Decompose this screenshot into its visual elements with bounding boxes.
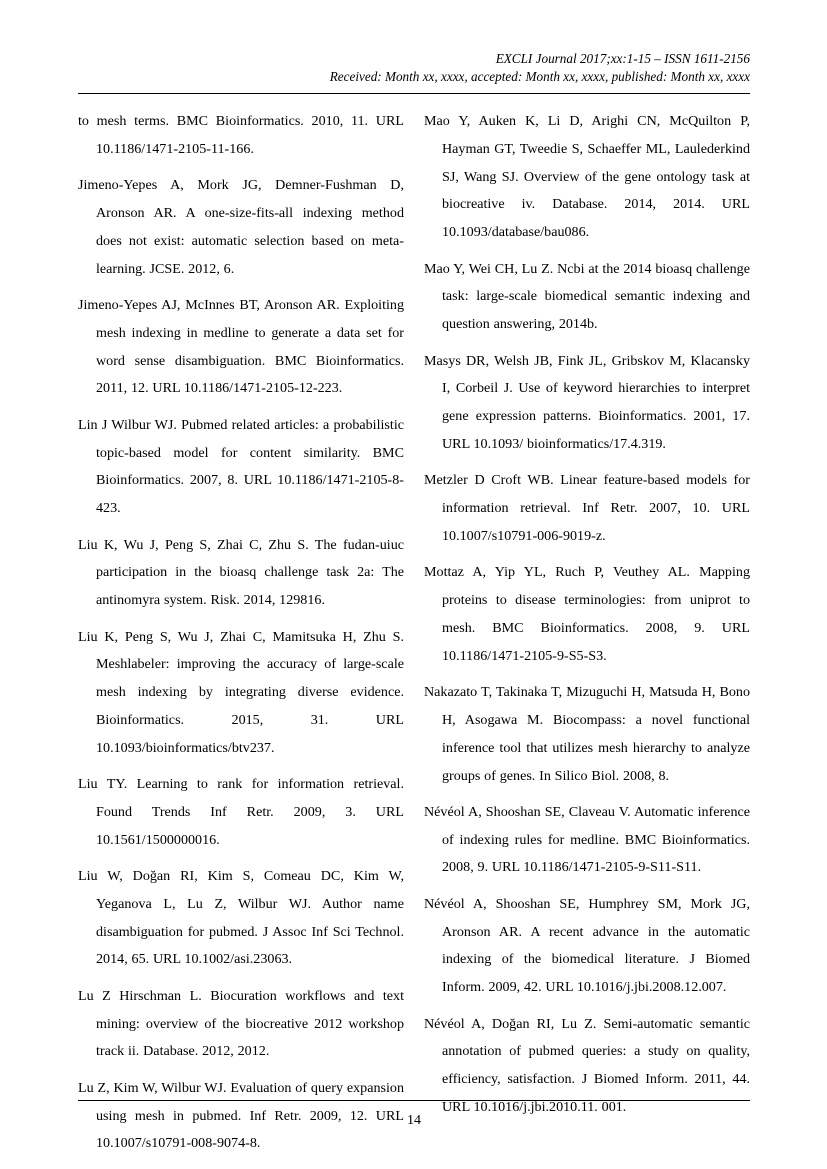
footer-rule (78, 1100, 750, 1101)
reference-entry: Liu K, Wu J, Peng S, Zhai C, Zhu S. The fudan-uiuc participation in the bioasq challenge task 2a: The antinomyra system. Risk. 2014, 129816. (78, 536, 404, 609)
right-column (424, 108, 750, 1116)
reference-entry: Jimeno-Yepes AJ, McInnes BT, Aronson AR. Exploiting mesh indexing in medline to generate a data set for word sense disambiguation. BMC Bioinformatics. 2011, 12. URL 10.1186/1471-2105-12-223. (78, 296, 404, 397)
reference-entry: Nakazato T, Takinaka T, Mizuguchi H, Matsuda H, Bono H, Asogawa M. Biocompass: a novel functional inference tool that utilizes mesh hierarchy to analyze groups of genes. In Silico Biol. 2008, 8. (424, 684, 750, 784)
reference-entry: Lu Z, Kim W, Wilbur WJ. Evaluation of query expansion using mesh in pubmed. Inf Retr. 2009, 12. URL 10.1007/s10791-008-9074-8. (78, 1079, 404, 1152)
reference-entry: Névéol A, Shooshan SE, Claveau V. Automatic inference of indexing rules for medline. BMC Bioinformatics. 2008, 9. URL 10.1186/1471-2105-9-S11-S11. (424, 803, 750, 876)
reference-entry: Liu TY. Learning to rank for information retrieval. Found Trends Inf Retr. 2009, 3. URL 10.1561/1500000016. (78, 776, 404, 848)
header-rule (78, 93, 750, 94)
reference-entry: Metzler D Croft WB. Linear feature-based models for information retrieval. Inf Retr. 2007, 10. URL 10.1007/s10791-006-9019-z. (424, 472, 750, 544)
reference-entry: Liu K, Peng S, Wu J, Zhai C, Mamitsuka H, Zhu S. Meshlabeler: improving the accuracy of large-scale mesh indexing by integrating diverse evidence. Bioinformatics. 2015, 31. URL 10.1093/bioinformatics/btv237. (78, 628, 404, 756)
reference-entry: Mao Y, Wei CH, Lu Z. Ncbi at the 2014 bioasq challenge task: large-scale biomedical semantic indexing and question answering, 2014b. (424, 260, 750, 333)
left-column (78, 108, 404, 1152)
reference-entry: Liu W, Doğan RI, Kim S, Comeau DC, Kim W, Yeganova L, Lu Z, Wilbur WJ. Author name disambiguation for pubmed. J Assoc Inf Sci Technol. 2014, 65. URL 10.1002/asi.23063. (78, 868, 404, 968)
journal-citation-line: EXCLI Journal 2017;xx:1-15 – ISSN 1611-2156 (495, 51, 750, 66)
reference-entry: to mesh terms. BMC Bioinformatics. 2010, 11. URL 10.1186/1471-2105-11-166. (78, 113, 404, 157)
reference-entry: Mottaz A, Yip YL, Ruch P, Veuthey AL. Mapping proteins to disease terminologies: from uniprot to mesh. BMC Bioinformatics. 2008, 9. URL 10.1186/1471-2105-9-S5-S3. (424, 564, 750, 664)
reference-entry: Mao Y, Auken K, Li D, Arighi CN, McQuilton P, Hayman GT, Tweedie S, Schaeffer ML, Laulederkind SJ, Wang SJ. Overview of the gene ontology task at biocreative iv. Database. 2014, 2014. URL 10.1093/database/bau086. (424, 113, 750, 241)
reference-entry: Jimeno-Yepes A, Mork JG, Demner-Fushman D, Aronson AR. A one-size-fits-all indexing method does not exist: automatic selection based on meta-learning. JCSE. 2012, 6. (78, 177, 404, 277)
reference-entry: Lin J Wilbur WJ. Pubmed related articles: a probabilistic topic-based model for content similarity. BMC Bioinformatics. 2007, 8. URL 10.1186/1471-2105-8-423. (78, 416, 404, 517)
received-accepted-published-line: Received: Month xx, xxxx, accepted: Month xx, xxxx, published: Month xx, xxxx (329, 69, 750, 84)
reference-entry: Masys DR, Welsh JB, Fink JL, Gribskov M, Klacansky I, Corbeil J. Use of keyword hierarchies to interpret gene expression patterns. Bioinformatics. 2001, 17. URL 10.1093/ bioinformatics/17.4.319. (424, 352, 750, 452)
reference-entry: Névéol A, Shooshan SE, Humphrey SM, Mork JG, Aronson AR. A recent advance in the automatic indexing of the biomedical literature. J Biomed Inform. 2009, 42. URL 10.1016/j.jbi.2008.12.007. (424, 895, 750, 996)
running-head (78, 50, 750, 86)
reference-entry: Lu Z Hirschman L. Biocuration workflows and text mining: overview of the biocreative 2012 workshop track ii. Database. 2012, 2012. (78, 987, 404, 1060)
reference-columns (78, 108, 750, 1152)
page-number: 14 (406, 1112, 422, 1128)
reference-entry: Névéol A, Doğan RI, Lu Z. Semi-automatic semantic annotation of pubmed queries: a study on quality, efficiency, satisfaction. J Biomed Inform. 2011, 44. URL 10.1016/j.jbi.2010.11. 001. (424, 1015, 750, 1116)
